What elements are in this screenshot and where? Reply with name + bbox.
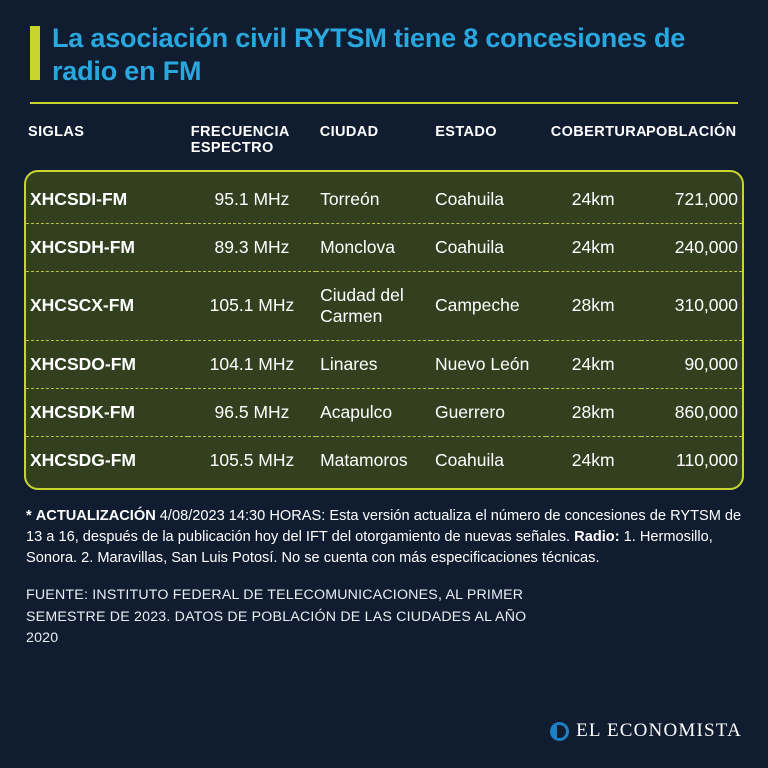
table-row (26, 176, 742, 224)
table-row (26, 388, 742, 436)
column-header-cobertura: COBERTURA (550, 123, 647, 140)
cell-ciudad: Torreón (316, 176, 431, 224)
cell-frecuencia: 89.3 MHz (188, 223, 316, 271)
cell-cobertura: 28km (546, 271, 641, 340)
column-header-ciudad: CIUDAD (319, 123, 379, 140)
cell-ciudad: Acapulco (316, 388, 431, 436)
header (0, 0, 768, 88)
table-row (26, 436, 742, 484)
cell-cobertura: 24km (546, 340, 641, 388)
column-header-frecuencia (187, 118, 316, 170)
column-header-frecuencia-line1: FRECUENCIA (190, 123, 290, 140)
cell-poblacion: 860,000 (641, 388, 742, 436)
logo-circle-icon (550, 722, 569, 741)
cell-siglas: XHCSCX-FM (26, 271, 188, 340)
title-divider (30, 102, 738, 104)
cell-poblacion: 721,000 (641, 176, 742, 224)
cell-frecuencia: 105.1 MHz (188, 271, 316, 340)
cell-frecuencia: 95.1 MHz (188, 176, 316, 224)
cell-frecuencia: 96.5 MHz (188, 388, 316, 436)
table-header-wrap (24, 118, 744, 170)
cell-estado: Campeche (431, 271, 546, 340)
table-row (26, 271, 742, 340)
note-text-1: 4/08/2023 14:30 HORAS: Esta versión actualiza el número de concesiones de RYTSM de 13 a 16, después de la publicación hoy del IFT del otorgamiento de nuevas señales. (26, 507, 742, 546)
cell-ciudad: Monclova (316, 223, 431, 271)
page-title: La asociación civil RYTSM tiene 8 concesiones de radio en FM (52, 23, 686, 86)
cell-poblacion: 90,000 (641, 340, 742, 388)
column-header-estado: ESTADO (435, 123, 497, 140)
cell-ciudad: Ciudad del Carmen (316, 271, 431, 340)
table-row (26, 223, 742, 271)
table-header (24, 118, 744, 170)
column-header-frecuencia-line2: ESPECTRO (190, 139, 274, 156)
cell-siglas: XHCSDH-FM (26, 223, 188, 271)
cell-siglas: XHCSDI-FM (26, 176, 188, 224)
cell-frecuencia: 105.5 MHz (209, 449, 295, 470)
cell-siglas: XHCSDO-FM (26, 340, 188, 388)
cell-estado: Coahuila (431, 176, 546, 224)
cell-estado: Coahuila (431, 223, 546, 271)
cell-cobertura: 24km (571, 449, 615, 470)
source-text: FUENTE: INSTITUTO FEDERAL DE TELECOMUNICACIONES, AL PRIMER SEMESTRE DE 2023. DATOS DE POBLACIÓN DE LAS CIUDADES AL AÑO 2020 (26, 587, 527, 646)
cell-estado: Coahuila (434, 449, 505, 470)
note-star: * (26, 507, 32, 524)
cell-siglas: XHCSDK-FM (26, 388, 188, 436)
cell-cobertura: 24km (546, 176, 641, 224)
cell-siglas: XHCSDG-FM (30, 449, 136, 470)
cell-poblacion: 240,000 (641, 223, 742, 271)
column-header-siglas: SIGLAS (28, 123, 85, 140)
cell-cobertura: 28km (546, 388, 641, 436)
note-label: ACTUALIZACIÓN (35, 507, 156, 524)
cell-ciudad: Linares (316, 340, 431, 388)
el-economista-logo (550, 720, 742, 742)
cell-estado: Guerrero (431, 388, 546, 436)
table-body-frame (24, 170, 744, 490)
column-header-poblacion: POBLACIÓN (645, 123, 737, 140)
accent-bar (30, 26, 40, 80)
table-row (26, 340, 742, 388)
cell-cobertura: 24km (546, 223, 641, 271)
note-bold-2: Radio: (574, 529, 620, 546)
table-header-row (24, 118, 744, 170)
logo-text: EL ECONOMISTA (576, 720, 742, 741)
cell-ciudad: Matamoros (320, 449, 408, 470)
cell-poblacion: 310,000 (641, 271, 742, 340)
cell-frecuencia: 104.1 MHz (188, 340, 316, 388)
table-body (26, 176, 742, 484)
note-text-2: 1. Hermosillo, Sonora. 2. Maravillas, San Luis Potosí. No se cuenta con más especificaciones técnicas. (26, 529, 713, 567)
cell-estado: Nuevo León (431, 340, 546, 388)
update-note (26, 506, 742, 569)
cell-poblacion: 110,000 (676, 449, 738, 470)
